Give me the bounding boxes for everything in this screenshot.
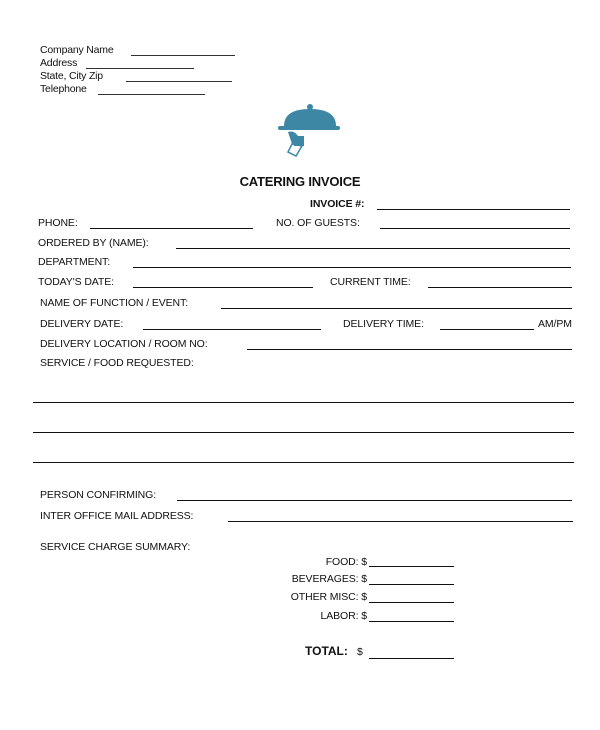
service-requested-label: SERVICE / FOOD REQUESTED:	[40, 357, 194, 369]
function-name-label: NAME OF FUNCTION / EVENT:	[40, 297, 189, 309]
food-amount-field[interactable]	[369, 566, 454, 567]
delivery-date-field[interactable]	[143, 329, 321, 330]
address-label: Address	[40, 57, 78, 69]
person-confirming-field[interactable]	[177, 500, 572, 501]
interoffice-label: INTER OFFICE MAIL ADDRESS:	[40, 510, 194, 522]
phone-label: PHONE:	[38, 217, 78, 229]
beverages-amount-field[interactable]	[369, 584, 454, 585]
todays-date-label: TODAY'S DATE:	[38, 276, 114, 288]
telephone-line[interactable]	[98, 94, 205, 95]
invoice-title: CATERING INVOICE	[239, 174, 361, 189]
current-time-label: CURRENT TIME:	[330, 276, 411, 288]
labor-amount-field[interactable]	[369, 621, 454, 622]
phone-field[interactable]	[90, 228, 253, 229]
food-label: FOOD: $	[325, 556, 367, 568]
person-confirming-label: PERSON CONFIRMING:	[40, 489, 157, 501]
total-currency: $	[357, 646, 363, 658]
service-requested-line-3[interactable]	[33, 462, 574, 463]
guests-field[interactable]	[380, 228, 570, 229]
other-misc-amount-field[interactable]	[369, 602, 454, 603]
charge-summary-label: SERVICE CHARGE SUMMARY:	[40, 541, 191, 553]
delivery-time-field[interactable]	[440, 329, 534, 330]
am-pm-label: AM/PM	[538, 318, 572, 330]
department-label: DEPARTMENT:	[38, 256, 111, 268]
company-name-line[interactable]	[131, 55, 235, 56]
function-name-field[interactable]	[221, 308, 572, 309]
delivery-date-label: DELIVERY DATE:	[40, 318, 124, 330]
state-city-zip-label: State, City Zip	[40, 70, 103, 82]
service-requested-line-2[interactable]	[33, 432, 574, 433]
serving-cloche-icon	[274, 100, 344, 160]
ordered-by-label: ORDERED BY (NAME):	[38, 237, 149, 249]
beverages-label: BEVERAGES: $	[291, 573, 367, 585]
total-amount-field[interactable]	[369, 658, 454, 659]
delivery-location-label: DELIVERY LOCATION / ROOM NO:	[40, 338, 208, 350]
company-name-label: Company Name	[40, 44, 114, 56]
interoffice-field[interactable]	[228, 521, 573, 522]
delivery-time-label: DELIVERY TIME:	[343, 318, 424, 330]
invoice-number-label: INVOICE #:	[310, 198, 365, 210]
total-label: TOTAL:	[305, 644, 348, 658]
delivery-location-field[interactable]	[247, 349, 572, 350]
labor-label: LABOR: $	[320, 610, 367, 622]
other-misc-label: OTHER MISC: $	[290, 591, 367, 603]
address-line[interactable]	[86, 68, 194, 69]
department-field[interactable]	[133, 267, 571, 268]
state-city-zip-line[interactable]	[126, 81, 232, 82]
service-requested-line-1[interactable]	[33, 402, 574, 403]
telephone-label: Telephone	[40, 83, 87, 95]
invoice-number-field[interactable]	[377, 209, 570, 210]
ordered-by-field[interactable]	[176, 248, 570, 249]
guests-label: NO. OF GUESTS:	[276, 217, 360, 229]
todays-date-field[interactable]	[133, 287, 313, 288]
current-time-field[interactable]	[428, 287, 572, 288]
